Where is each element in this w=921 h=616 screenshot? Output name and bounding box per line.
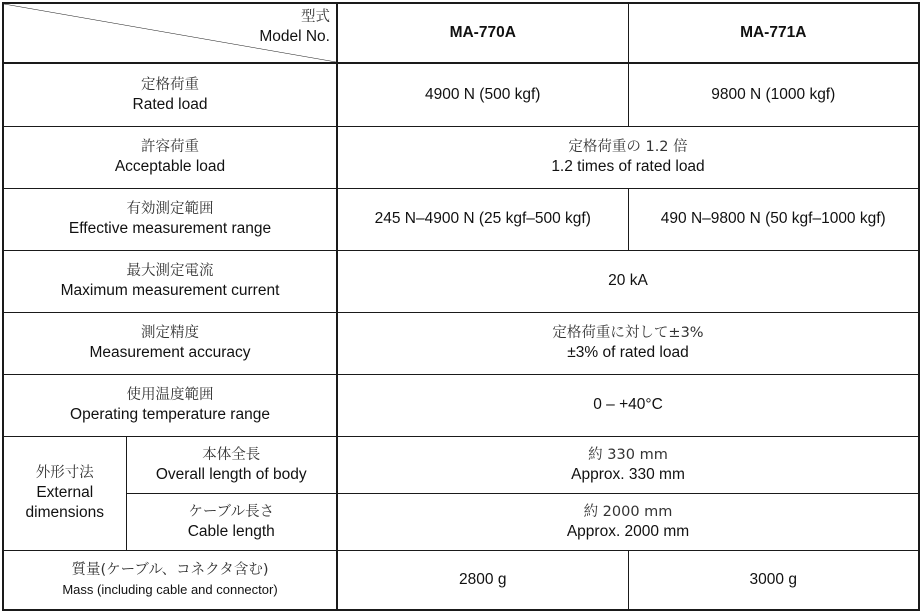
label-en: Operating temperature range [70, 406, 270, 423]
label-en: Overall length of body [155, 465, 307, 483]
mass-b: 3000 g [628, 550, 919, 610]
model-a-header: MA-770A [337, 3, 628, 63]
effective-range-label [3, 188, 337, 250]
accuracy-row [3, 312, 919, 374]
max-current-label [3, 250, 337, 312]
rated-load-a: 4900 N (500 kgf) [337, 63, 628, 126]
label-jp: ケーブル長さ [188, 503, 275, 520]
body-length-label [126, 436, 337, 493]
temperature-label [3, 374, 337, 436]
label-jp: 外形寸法 [35, 465, 94, 481]
label-en: Effective measurement range [68, 220, 272, 237]
label-en: Mass (including cable and connector) [62, 581, 278, 597]
label-en-line2: dimensions [25, 504, 104, 521]
value-jp: 定格荷重の 1.2 倍 [568, 139, 688, 155]
acceptable-load-row [3, 126, 919, 188]
label-jp: 有効測定範囲 [126, 201, 214, 217]
max-current-row [3, 250, 919, 312]
cable-length-value [337, 493, 919, 550]
effective-range-row [3, 188, 919, 250]
accuracy-value [337, 312, 919, 374]
label-jp: 定格荷重 [141, 76, 199, 93]
value-jp: 定格荷重に対して±3% [552, 325, 704, 341]
effective-range-b: 490 N–9800 N (50 kgf–1000 kgf) [628, 188, 919, 250]
accuracy-label [3, 312, 337, 374]
mass-a: 2800 g [337, 550, 628, 610]
header-row [3, 3, 919, 63]
label-jp: 使用温度範囲 [126, 387, 214, 403]
external-body-row [3, 436, 919, 493]
label-en: Rated load [132, 95, 208, 113]
label-jp: 本体全長 [202, 446, 261, 463]
max-current-value: 20 kA [337, 250, 919, 312]
value-jp: 約 2000 mm [583, 503, 673, 520]
temperature-value: 0 – +40°C [337, 374, 919, 436]
body-length-value [337, 436, 919, 493]
label-jp: 最大測定電流 [126, 263, 214, 279]
cable-length-label [126, 493, 337, 550]
acceptable-load-value [337, 126, 919, 188]
external-cable-row [3, 493, 919, 550]
value-en: ±3% of rated load [567, 344, 689, 361]
label-jp: 測定精度 [141, 325, 199, 341]
acceptable-load-label [3, 126, 337, 188]
value-en: Approx. 2000 mm [566, 522, 690, 540]
mass-row [3, 550, 919, 610]
external-dimensions-label [3, 436, 126, 550]
label-en: Measurement accuracy [89, 344, 251, 361]
effective-range-a: 245 N–4900 N (25 kgf–500 kgf) [337, 188, 628, 250]
label-en-line1: External [36, 484, 94, 501]
model-header-cell [3, 3, 337, 63]
label-en: Cable length [187, 522, 275, 540]
label-en: Maximum measurement current [60, 282, 280, 299]
temperature-row [3, 374, 919, 436]
model-label-en: Model No. [259, 28, 330, 45]
rated-load-row [3, 63, 919, 126]
rated-load-label [3, 63, 337, 126]
model-b-header: MA-771A [628, 3, 919, 63]
rated-load-b: 9800 N (1000 kgf) [628, 63, 919, 126]
specification-table [2, 2, 920, 611]
label-en: Acceptable load [114, 158, 226, 175]
value-jp: 約 330 mm [588, 446, 668, 463]
value-en: Approx. 330 mm [571, 465, 685, 483]
mass-label [3, 550, 337, 610]
label-jp: 許容荷重 [141, 139, 199, 155]
model-no-label [259, 8, 330, 46]
model-label-jp: 型式 [301, 9, 330, 25]
label-jp: 質量(ケーブル、コネクタ含む) [71, 561, 269, 578]
value-en: 1.2 times of rated load [551, 158, 705, 175]
